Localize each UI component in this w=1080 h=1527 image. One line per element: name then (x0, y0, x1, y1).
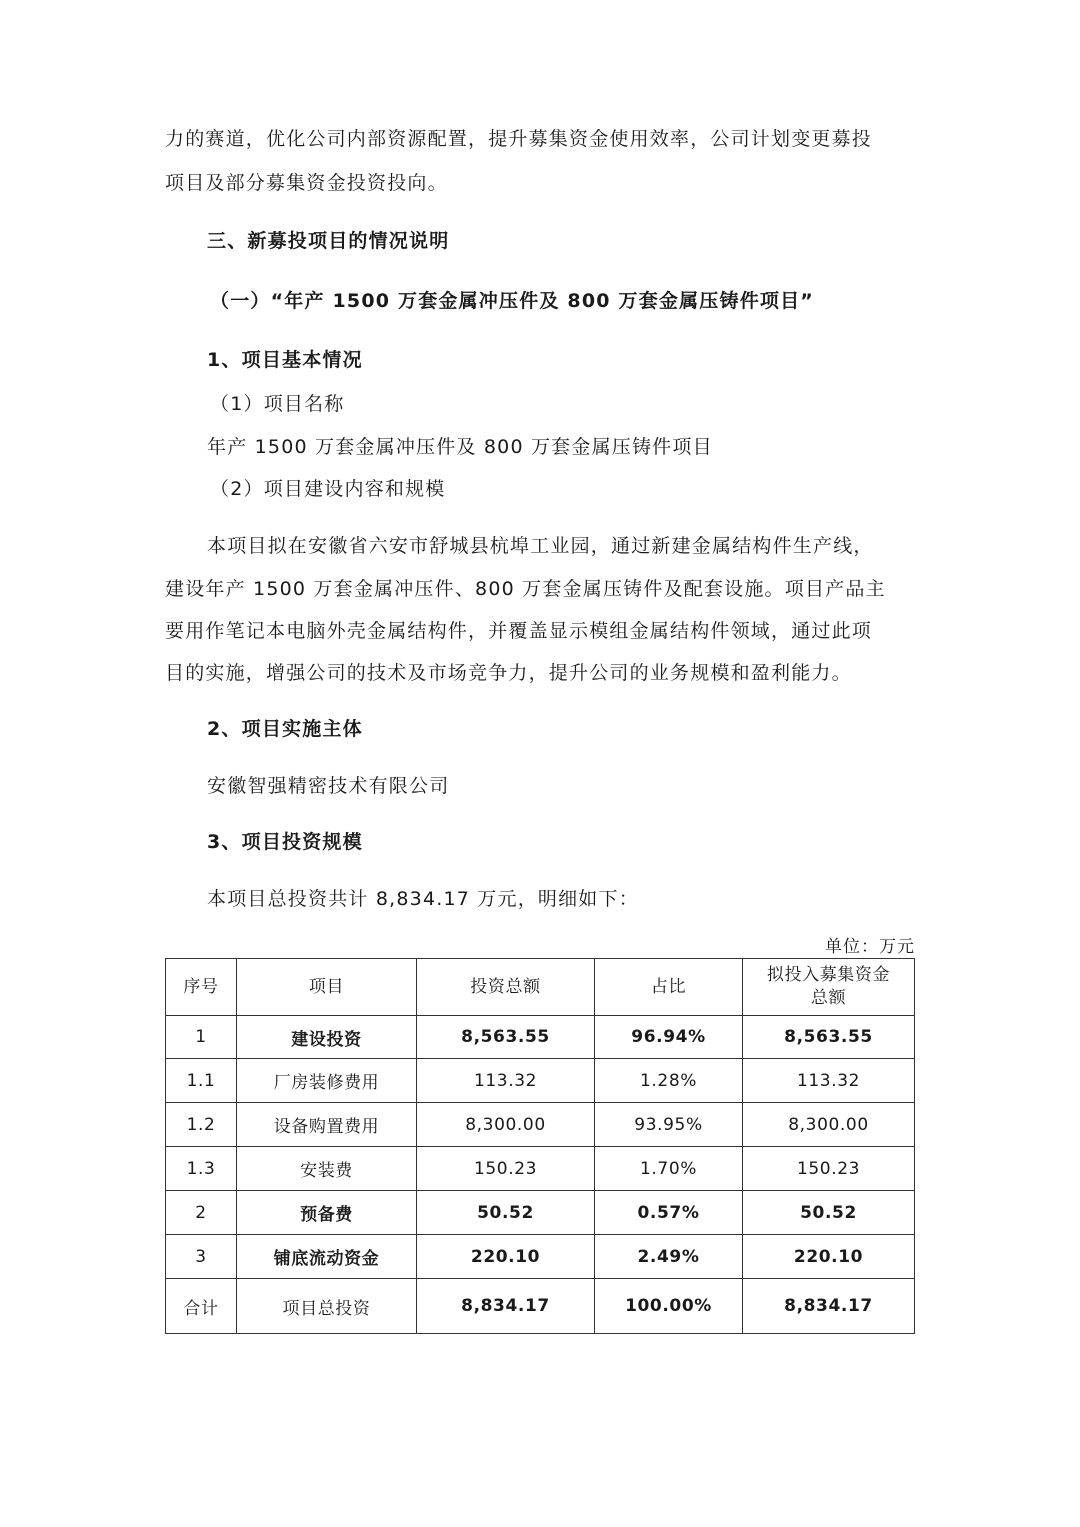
header-raised (743, 959, 915, 1016)
cell-ratio: 100.00% (595, 1279, 743, 1334)
entity-name: 安徽智强精密技术有限公司 (207, 775, 450, 797)
cell-raised: 8,563.55 (743, 1016, 915, 1059)
paragraph-line: 建设年产 1500 万套金属冲压件、800 万套金属压铸件及配套设施。项目产品主 (165, 578, 886, 600)
cell-ratio: 93.95% (595, 1103, 743, 1147)
cell-total: 8,563.55 (417, 1016, 595, 1059)
cell-no: 1.2 (166, 1103, 237, 1147)
paragraph-line: 目的实施，增强公司的技术及市场竞争力，提升公司的业务规模和盈利能力。 (165, 662, 852, 684)
header-total: 投资总额 (417, 959, 595, 1016)
cell-raised: 8,300.00 (743, 1103, 915, 1147)
table-row (166, 1235, 915, 1279)
cell-ratio: 1.70% (595, 1147, 743, 1191)
table-row (166, 1191, 915, 1235)
paragraph-line: 本项目拟在安徽省六安市舒城县杭埠工业园，通过新建金属结构件生产线， (207, 535, 874, 557)
cell-total: 113.32 (417, 1059, 595, 1103)
cell-no: 1.1 (166, 1059, 237, 1103)
table-row (166, 1147, 915, 1191)
cell-total: 50.52 (417, 1191, 595, 1235)
project-name: 年产 1500 万套金属冲压件及 800 万套金属压铸件项目 (207, 436, 713, 458)
header-raised-line1: 拟投入募集资金 (766, 965, 891, 985)
unit-label: 单位：万元 (825, 937, 915, 957)
table-row (166, 1059, 915, 1103)
cell-raised: 50.52 (743, 1191, 915, 1235)
sub-item-heading: （1）项目名称 (210, 393, 345, 415)
header-ratio: 占比 (595, 959, 743, 1016)
header-raised-line2: 总额 (810, 988, 847, 1008)
cell-item: 设备购置费用 (237, 1103, 417, 1147)
cell-ratio: 96.94% (595, 1016, 743, 1059)
cell-item: 铺底流动资金 (237, 1235, 417, 1279)
cell-item: 项目总投资 (237, 1279, 417, 1334)
investment-intro: 本项目总投资共计 8,834.17 万元，明细如下： (207, 888, 639, 910)
header-no: 序号 (166, 959, 237, 1016)
cell-item: 厂房装修费用 (237, 1059, 417, 1103)
header-item: 项目 (237, 959, 417, 1016)
cell-total: 8,834.17 (417, 1279, 595, 1334)
cell-total: 150.23 (417, 1147, 595, 1191)
paragraph-line: 项目及部分募集资金投资投向。 (165, 172, 448, 194)
table-row (166, 1103, 915, 1147)
table-body (166, 1016, 915, 1334)
cell-item: 预备费 (237, 1191, 417, 1235)
cell-item: 建设投资 (237, 1016, 417, 1059)
paragraph-line: 要用作笔记本电脑外壳金属结构件，并覆盖显示模组金属结构件领域，通过此项 (165, 620, 873, 642)
item-heading: 1、项目基本情况 (207, 349, 363, 371)
cell-no: 1 (166, 1016, 237, 1059)
cell-item: 安装费 (237, 1147, 417, 1191)
table-row (166, 1016, 915, 1059)
investment-table (165, 958, 915, 1334)
cell-ratio: 0.57% (595, 1191, 743, 1235)
item-heading: 2、项目实施主体 (207, 718, 363, 740)
section-heading: 三、新募投项目的情况说明 (207, 230, 450, 252)
cell-ratio: 1.28% (595, 1059, 743, 1103)
cell-ratio: 2.49% (595, 1235, 743, 1279)
cell-raised: 8,834.17 (743, 1279, 915, 1334)
cell-raised: 220.10 (743, 1235, 915, 1279)
cell-raised: 113.32 (743, 1059, 915, 1103)
subsection-heading: （一）“年产 1500 万套金属冲压件及 800 万套金属压铸件项目” (210, 290, 814, 312)
sub-item-heading: （2）项目建设内容和规模 (210, 478, 446, 500)
cell-no: 合计 (166, 1279, 237, 1334)
cell-no: 3 (166, 1235, 237, 1279)
cell-total: 8,300.00 (417, 1103, 595, 1147)
table-row (166, 1279, 915, 1334)
cell-raised: 150.23 (743, 1147, 915, 1191)
cell-total: 220.10 (417, 1235, 595, 1279)
cell-no: 2 (166, 1191, 237, 1235)
paragraph-line: 力的赛道，优化公司内部资源配置，提升募集资金使用效率，公司计划变更募投 (165, 128, 873, 150)
item-heading: 3、项目投资规模 (207, 831, 363, 853)
cell-no: 1.3 (166, 1147, 237, 1191)
table-header-row (166, 959, 915, 1016)
